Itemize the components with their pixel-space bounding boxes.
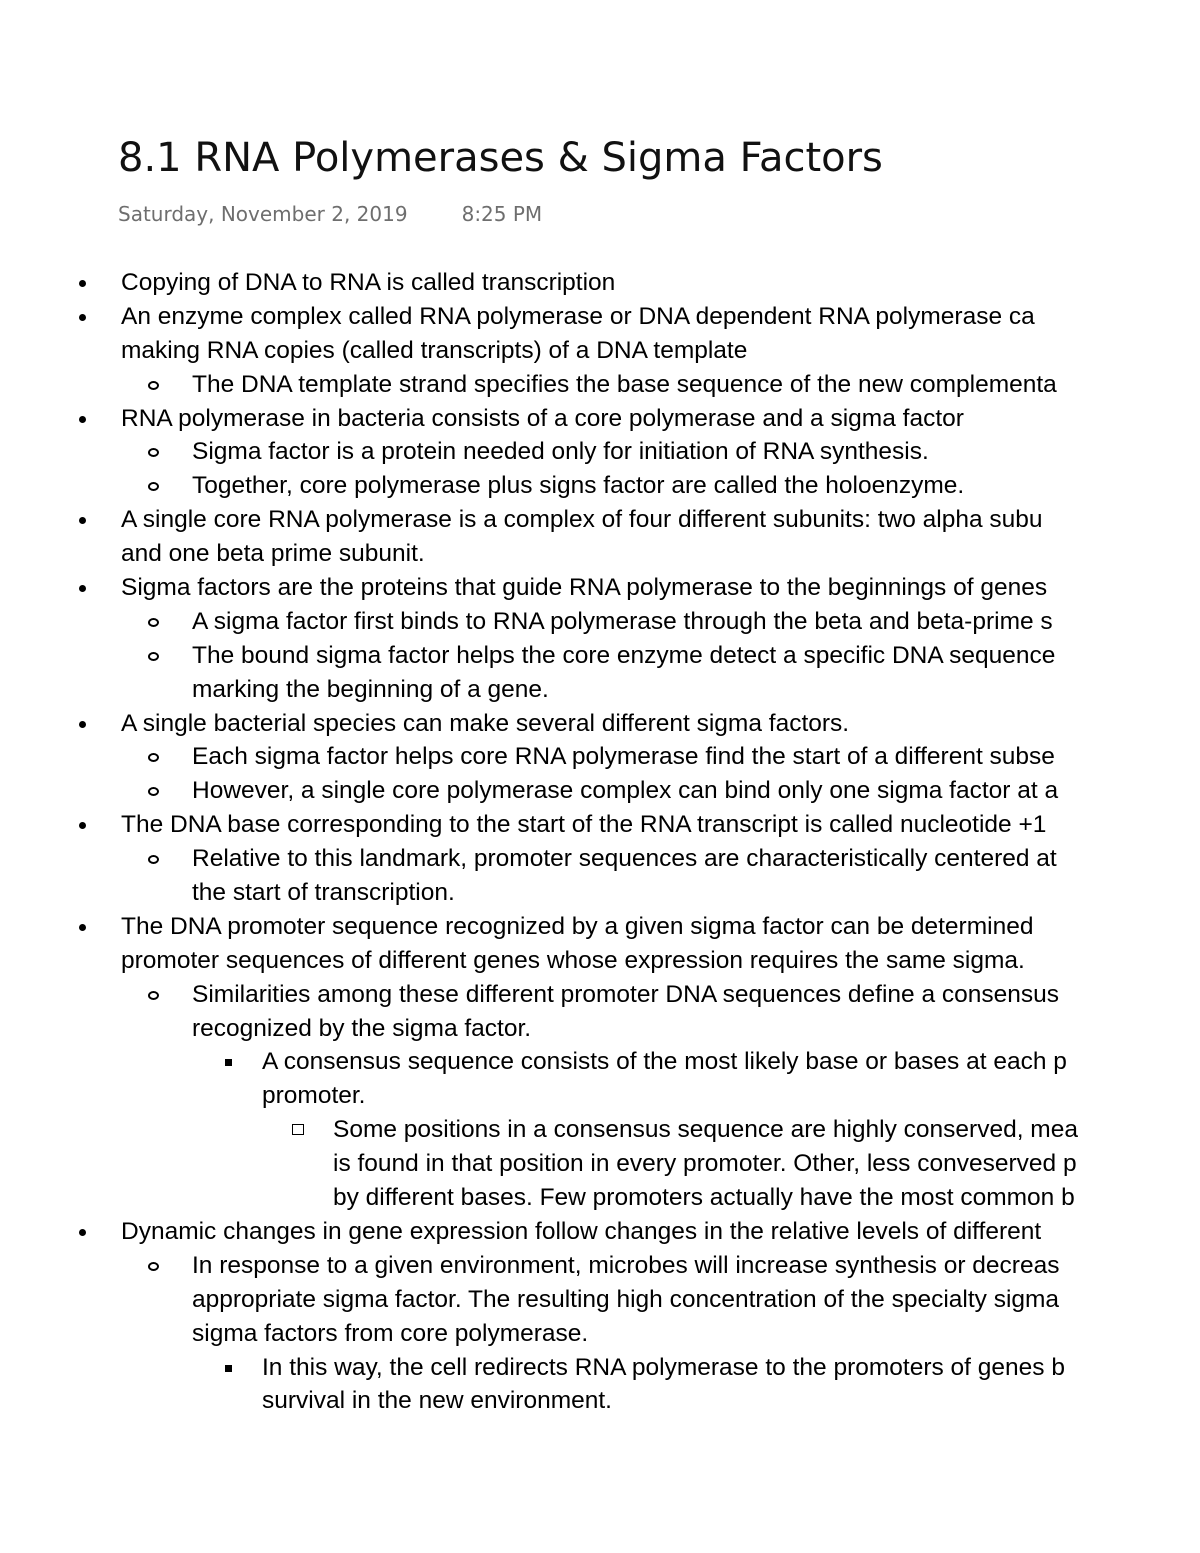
outline-line [0,571,1200,605]
outline-text: Each sigma factor helps core RNA polymerase find the start of a different subse [192,743,1055,771]
outline-line [0,1045,1200,1079]
bullet-circle-icon [148,448,159,457]
outline-line [0,707,1200,741]
outline-text: promoter. [262,1082,366,1110]
outline-line [0,1113,1200,1147]
outline-text: An enzyme complex called RNA polymerase or DNA dependent RNA polymerase ca [121,302,1035,330]
outline-line [0,1384,1200,1418]
outline-text: promoter sequences of different genes whose expression requires the same sigma. [121,946,1025,974]
bullet-box-icon [292,1124,304,1135]
outline-line [0,876,1200,910]
bullet-dot-icon [79,924,86,931]
note-timestamp [118,200,542,228]
outline-text: survival in the new environment. [262,1387,612,1415]
outline-line [0,978,1200,1012]
outline-line [0,469,1200,503]
outline-line [0,435,1200,469]
outline-text: Copying of DNA to RNA is called transcription [121,269,616,296]
outline-line [0,1147,1200,1181]
note-outline [0,266,1200,1418]
outline-text: marking the beginning of a gene. [192,675,549,703]
outline-text: and one beta prime subunit. [121,540,425,568]
note-time: 8:25 PM [461,202,543,226]
outline-line [0,300,1200,334]
outline-text: Some positions in a consensus sequence are highly conserved, mea [333,1116,1078,1144]
bullet-square-icon [225,1059,232,1066]
outline-line [0,774,1200,808]
outline-text: Relative to this landmark, promoter sequences are characteristically centered at [192,845,1057,873]
bullet-dot-icon [79,822,86,829]
bullet-circle-icon [148,381,159,390]
outline-line [0,368,1200,402]
outline-text: sigma factors from core polymerase. [192,1319,589,1347]
outline-text: Similarities among these different promoter DNA sequences define a consensus [192,980,1060,1008]
outline-line [0,503,1200,537]
outline-text: A single core RNA polymerase is a complex of four different subunits: two alpha subu [121,506,1043,534]
outline-line [0,1181,1200,1215]
outline-line [0,1351,1200,1385]
bullet-circle-icon [148,855,159,864]
page-title: 8.1 RNA Polymerases & Sigma Factors [118,135,883,181]
bullet-dot-icon [79,585,86,592]
outline-line [0,842,1200,876]
outline-text: The DNA promoter sequence recognized by a given sigma factor can be determined [121,912,1034,940]
outline-text: Sigma factor is a protein needed only for initiation of RNA synthesis. [192,438,929,466]
bullet-dot-icon [79,721,86,728]
outline-text: A single bacterial species can make several different sigma factors. [121,709,850,737]
bullet-dot-icon [79,280,86,287]
bullet-circle-icon [148,753,159,762]
bullet-circle-icon [148,991,159,1000]
bullet-circle-icon [148,618,159,627]
outline-line [0,1215,1200,1249]
outline-text: appropriate sigma factor. The resulting high concentration of the specialty sigma [192,1285,1060,1313]
bullet-circle-icon [148,1262,159,1271]
outline-text: RNA polymerase in bacteria consists of a core polymerase and a sigma factor [121,404,964,432]
bullet-circle-icon [148,787,159,796]
outline-line [0,537,1200,571]
bullet-square-icon [225,1365,232,1372]
outline-line [0,740,1200,774]
outline-text: The bound sigma factor helps the core enzyme detect a specific DNA sequence [192,641,1056,669]
bullet-dot-icon [79,517,86,524]
outline-text: recognized by the sigma factor. [192,1014,532,1042]
note-date: Saturday, November 2, 2019 [118,202,408,226]
outline-line [0,1317,1200,1351]
outline-text: the start of transcription. [192,879,455,907]
outline-text: A consensus sequence consists of the most likely base or bases at each p [262,1048,1067,1076]
outline-text: In this way, the cell redirects RNA polymerase to the promoters of genes b [262,1353,1065,1381]
outline-text: is found in that position in every promoter. Other, less conveserved p [333,1150,1077,1178]
outline-text: by different bases. Few promoters actually have the most common b [333,1184,1075,1212]
outline-line [0,673,1200,707]
outline-text: The DNA base corresponding to the start of the RNA transcript is called nucleotide +1 [121,811,1047,839]
bullet-circle-icon [148,652,159,661]
outline-text: In response to a given environment, microbes will increase synthesis or decreas [192,1251,1060,1279]
bullet-dot-icon [79,1229,86,1236]
outline-line [0,639,1200,673]
outline-line [0,402,1200,436]
outline-text: However, a single core polymerase complex can bind only one sigma factor at a [192,777,1059,805]
outline-line [0,944,1200,978]
outline-line [0,1079,1200,1113]
bullet-dot-icon [79,416,86,423]
bullet-dot-icon [79,314,86,321]
outline-line [0,605,1200,639]
outline-line [0,808,1200,842]
bullet-circle-icon [148,482,159,491]
outline-text: A sigma factor first binds to RNA polymerase through the beta and beta-prime s [192,607,1053,635]
outline-line [0,1012,1200,1046]
outline-text: making RNA copies (called transcripts) of a DNA template [121,336,748,364]
outline-line [0,266,1200,300]
outline-text: Sigma factors are the proteins that guide RNA polymerase to the beginnings of genes [121,574,1048,602]
outline-text: The DNA template strand specifies the base sequence of the new complementa [192,370,1057,398]
outline-text: Together, core polymerase plus signs factor are called the holoenzyme. [192,472,965,500]
outline-line [0,1283,1200,1317]
outline-line [0,334,1200,368]
outline-line [0,1249,1200,1283]
outline-line [0,910,1200,944]
outline-text: Dynamic changes in gene expression follow changes in the relative levels of different [121,1217,1042,1245]
